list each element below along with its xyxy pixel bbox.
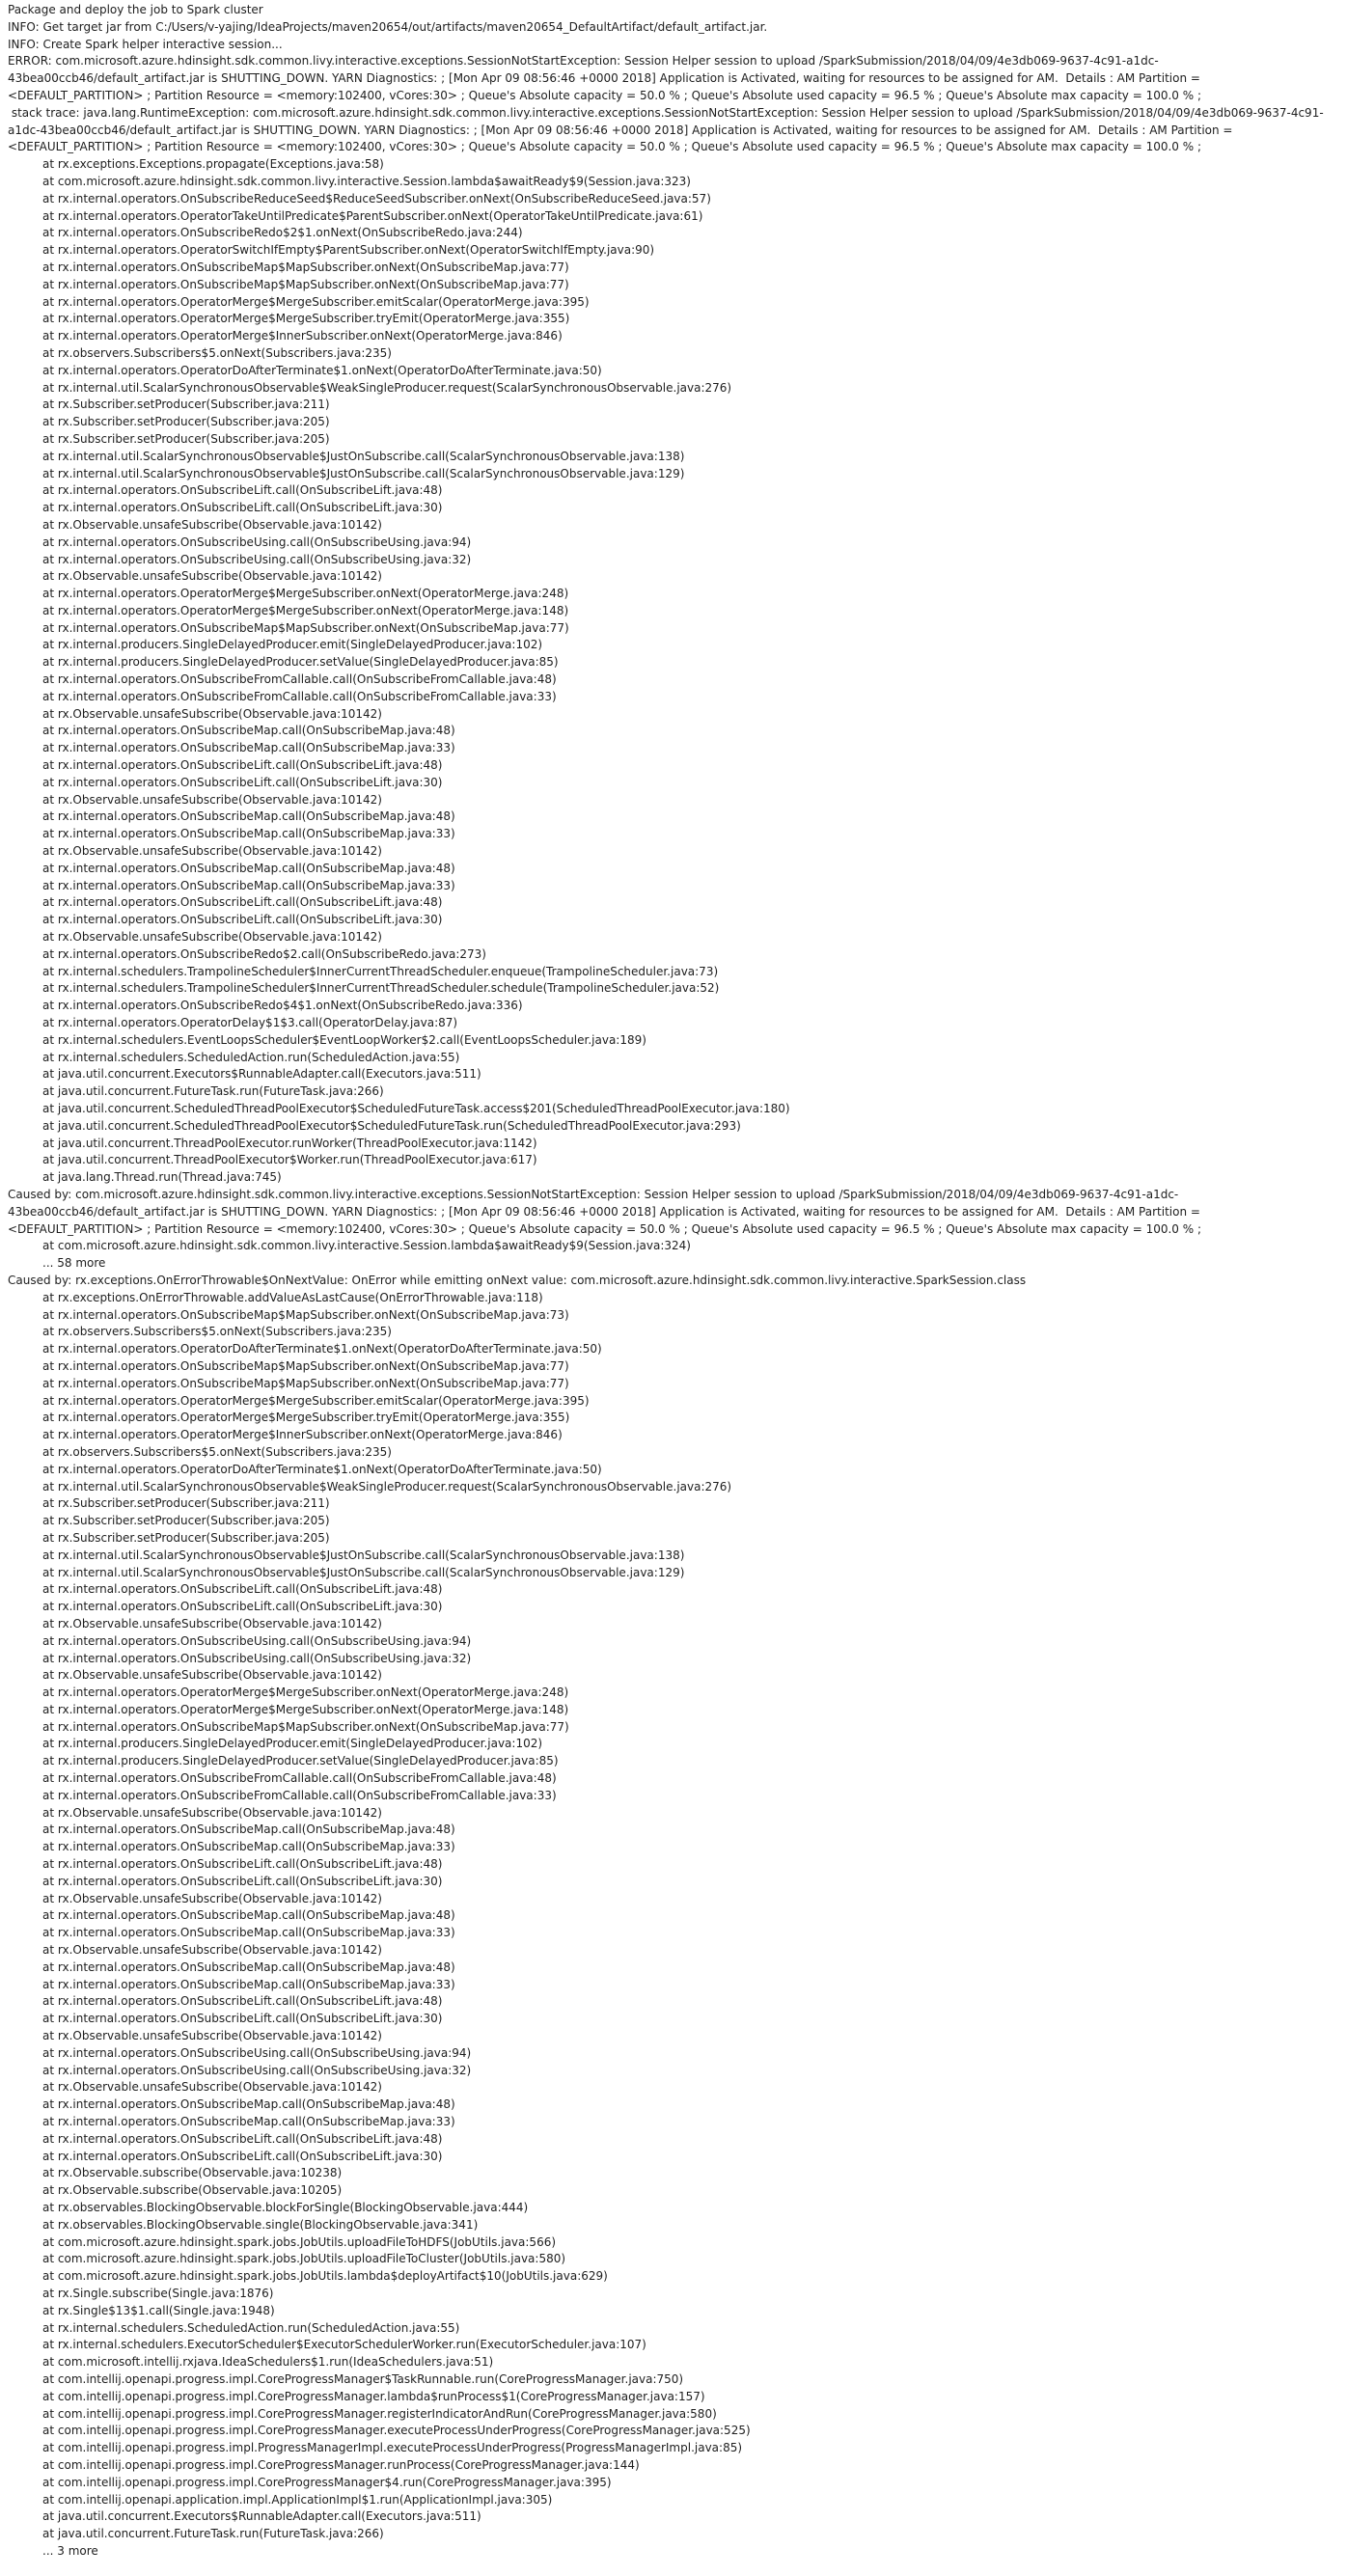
stack-frame-line: at rx.internal.operators.OnSubscribeMap.call(OnSubscribeMap.java:33) xyxy=(42,1840,455,1854)
stack-frame-line: at rx.exceptions.OnErrorThrowable.addValueAsLastCause(OnErrorThrowable.java:118) xyxy=(42,1290,543,1304)
log-message-line: Caused by: com.microsoft.azure.hdinsight.sdk.common.livy.interactive.exceptions.SessionNotStartException: Session Helper session to upload /SparkSubmission/2018/04/09/4e3db069-9637-4c91-a1dc-43bea00ccb46/default_artifact.jar is SHUTTING_DOWN. YARN Diagnostics: ; [Mon Apr 09 08:56:46 +0000 2018] Application is Activated, waiting for resources to be assigned for AM. Details : AM Partition = <DEFAULT_PARTITION> ; Partition Resource = <memory:102400, vCores:30> ; Queue's Absolute capacity = 50.0 % ; Queue's Absolute used capacity = 96.5 % ; Queue's Absolute max capacity = 100.0 % ; xyxy=(8,1187,1204,1236)
stack-frame-line: at rx.internal.util.ScalarSynchronousObservable$WeakSingleProducer.request(ScalarSynchronousObservable.java:276) xyxy=(42,1479,732,1494)
stack-frame-line: at rx.internal.operators.OperatorDelay$1$3.call(OperatorDelay.java:87) xyxy=(42,1016,458,1030)
stack-frame-line: at rx.internal.operators.OnSubscribeUsing.call(OnSubscribeUsing.java:32) xyxy=(42,552,472,566)
stack-frame-line: at rx.internal.operators.OnSubscribeLift.call(OnSubscribeLift.java:30) xyxy=(42,2012,443,2026)
stack-frame-line: at rx.internal.operators.OnSubscribeLift.call(OnSubscribeLift.java:48) xyxy=(42,895,443,910)
stack-frame-line: at rx.internal.operators.OnSubscribeLift.call(OnSubscribeLift.java:48) xyxy=(42,1857,443,1872)
stack-frame-line: at rx.Subscriber.setProducer(Subscriber.java:211) xyxy=(42,1496,330,1511)
stack-frame-line: at rx.internal.operators.OnSubscribeMap.call(OnSubscribeMap.java:33) xyxy=(42,1977,455,1991)
stack-frame-line: at rx.Observable.subscribe(Observable.java:10238) xyxy=(42,2166,343,2180)
stack-frame-line: at rx.internal.util.ScalarSynchronousObservable$JustOnSubscribe.call(ScalarSynchronousObservable.java:129) xyxy=(42,1565,685,1579)
stack-frame-line: at rx.Observable.unsafeSubscribe(Observable.java:10142) xyxy=(42,569,382,584)
stack-frame-line: at rx.internal.schedulers.TrampolineScheduler$InnerCurrentThreadScheduler.enqueue(TrampolineScheduler.java:73) xyxy=(42,964,719,978)
log-message-line: INFO: Create Spark helper interactive session... xyxy=(8,37,283,51)
stack-frame-line: at rx.internal.schedulers.ScheduledAction.run(ScheduledAction.java:55) xyxy=(42,1050,460,1064)
stack-frame-line: at rx.internal.operators.OperatorMerge$MergeSubscriber.tryEmit(OperatorMerge.java:355) xyxy=(42,1411,570,1425)
stack-frame-line: at java.util.concurrent.FutureTask.run(FutureTask.java:266) xyxy=(42,2527,384,2541)
stack-frame-line: at rx.internal.operators.OperatorMerge$MergeSubscriber.onNext(OperatorMerge.java:148) xyxy=(42,1702,569,1716)
stack-frame-line: at java.util.concurrent.ScheduledThreadPoolExecutor$ScheduledFutureTask.run(ScheduledThreadPoolExecutor.java:293) xyxy=(42,1118,741,1133)
stack-frame-line: at rx.internal.operators.OnSubscribeLift.call(OnSubscribeLift.java:48) xyxy=(42,1582,443,1597)
stack-frame-line: at com.microsoft.azure.hdinsight.spark.jobs.JobUtils.uploadFileToHDFS(JobUtils.java:566) xyxy=(42,2234,557,2249)
stack-frame-line: at rx.internal.operators.OnSubscribeMap.call(OnSubscribeMap.java:48) xyxy=(42,809,455,824)
stack-frame-line: at rx.internal.schedulers.ExecutorScheduler$ExecutorSchedulerWorker.run(ExecutorScheduler.java:107) xyxy=(42,2338,646,2352)
stack-frame-line: at rx.observables.BlockingObservable.single(BlockingObservable.java:341) xyxy=(42,2217,479,2232)
stack-frame-line: at rx.internal.operators.OnSubscribeLift.call(OnSubscribeLift.java:48) xyxy=(42,758,443,773)
stack-frame-line: at rx.internal.schedulers.ScheduledAction.run(ScheduledAction.java:55) xyxy=(42,2320,460,2335)
stack-frame-line: at rx.internal.operators.OnSubscribeMap$MapSubscriber.onNext(OnSubscribeMap.java:77) xyxy=(42,260,569,274)
stack-frame-line: at rx.internal.util.ScalarSynchronousObservable$JustOnSubscribe.call(ScalarSynchronousObservable.java:138) xyxy=(42,449,685,463)
stack-frame-line: at java.util.concurrent.ThreadPoolExecutor$Worker.run(ThreadPoolExecutor.java:617) xyxy=(42,1153,537,1167)
stack-frame-line: at rx.internal.util.ScalarSynchronousObservable$WeakSingleProducer.request(ScalarSynchronousObservable.java:276) xyxy=(42,380,732,395)
stack-frame-line: at rx.Single$13$1.call(Single.java:1948) xyxy=(42,2303,275,2317)
stack-frame-line: at rx.internal.operators.OnSubscribeMap$MapSubscriber.onNext(OnSubscribeMap.java:77) xyxy=(42,1358,569,1373)
log-message-line: Caused by: rx.exceptions.OnErrorThrowable$OnNextValue: OnError while emitting onNext value: com.microsoft.azure.hdinsight.sdk.common.livy.interactive.SparkSession.class xyxy=(8,1273,1027,1287)
stack-frame-line: at rx.internal.operators.OnSubscribeFromCallable.call(OnSubscribeFromCallable.java:33) xyxy=(42,1788,557,1802)
stack-frame-line: at rx.internal.operators.OnSubscribeLift.call(OnSubscribeLift.java:48) xyxy=(42,2131,443,2146)
stack-frame-line: at rx.internal.operators.OnSubscribeFromCallable.call(OnSubscribeFromCallable.java:48) xyxy=(42,672,557,687)
stack-frame-line: at rx.internal.util.ScalarSynchronousObservable$JustOnSubscribe.call(ScalarSynchronousObservable.java:138) xyxy=(42,1548,685,1562)
stack-frame-line: at rx.internal.util.ScalarSynchronousObservable$JustOnSubscribe.call(ScalarSynchronousObservable.java:129) xyxy=(42,466,685,480)
stack-frame-line: at rx.internal.operators.OnSubscribeUsing.call(OnSubscribeUsing.java:32) xyxy=(42,1651,472,1665)
stack-frame-line: at rx.internal.operators.OnSubscribeLift.call(OnSubscribeLift.java:30) xyxy=(42,775,443,789)
stack-frame-line: at com.microsoft.azure.hdinsight.spark.jobs.JobUtils.lambda$deployArtifact$10(JobUtils.java:629) xyxy=(42,2269,608,2284)
stack-frame-line: at rx.internal.operators.OperatorDoAfterTerminate$1.onNext(OperatorDoAfterTerminate.java:50) xyxy=(42,363,602,377)
log-message-line: ERROR: com.microsoft.azure.hdinsight.sdk.common.livy.interactive.exceptions.SessionNotStartException: Session Helper session to upload /SparkSubmission/2018/04/09/4e3db069-9637-4c91-a1dc-43bea00ccb46/default_artifact.jar is SHUTTING_DOWN. YARN Diagnostics: ; [Mon Apr 09 08:56:46 +0000 2018] Application is Activated, waiting for resources to be assigned for AM. Details : AM Partition = <DEFAULT_PARTITION> ; Partition Resource = <memory:102400, vCores:30> ; Queue's Absolute capacity = 50.0 % ; Queue's Absolute used capacity = 96.5 % ; Queue's Absolute max capacity = 100.0 % ; xyxy=(8,54,1204,102)
stack-frame-line: at rx.internal.operators.OnSubscribeMap.call(OnSubscribeMap.java:48) xyxy=(42,1822,455,1837)
stack-frame-line: at rx.internal.operators.OperatorMerge$MergeSubscriber.onNext(OperatorMerge.java:248) xyxy=(42,1685,569,1700)
stack-frame-line: at rx.Observable.unsafeSubscribe(Observable.java:10142) xyxy=(42,792,382,807)
stack-frame-line: at java.util.concurrent.Executors$RunnableAdapter.call(Executors.java:511) xyxy=(42,2509,481,2524)
stack-frame-line: at rx.internal.operators.OperatorMerge$MergeSubscriber.emitScalar(OperatorMerge.java:395) xyxy=(42,294,590,309)
stack-frame-line: at java.lang.Thread.run(Thread.java:745) xyxy=(42,1170,282,1185)
stack-frame-line: at rx.Observable.unsafeSubscribe(Observable.java:10142) xyxy=(42,2080,382,2095)
stack-frame-line: at com.intellij.openapi.progress.impl.CoreProgressManager.executeProcessUnderProgress(CoreProgressManager.java:525) xyxy=(42,2424,751,2438)
stack-frame-line: at rx.internal.operators.OperatorMerge$MergeSubscriber.onNext(OperatorMerge.java:248) xyxy=(42,587,569,601)
stack-frame-line: at rx.internal.operators.OperatorTakeUntilPredicate$ParentSubscriber.onNext(OperatorTakeUntilPredicate.java:61) xyxy=(42,208,703,223)
stack-frame-line: at rx.observers.Subscribers$5.onNext(Subscribers.java:235) xyxy=(42,1444,392,1459)
stack-frame-line: at com.microsoft.azure.hdinsight.sdk.common.livy.interactive.Session.lambda$awaitReady$9(Session.java:324) xyxy=(42,1239,691,1253)
stack-frame-line: at rx.Observable.unsafeSubscribe(Observable.java:10142) xyxy=(42,1805,382,1820)
stack-frame-line: at com.microsoft.azure.hdinsight.sdk.common.livy.interactive.Session.lambda$awaitReady$9(Session.java:323) xyxy=(42,174,691,188)
stack-frame-line: at java.util.concurrent.ThreadPoolExecutor.runWorker(ThreadPoolExecutor.java:1142) xyxy=(42,1136,537,1150)
stack-frame-line: at rx.internal.operators.OnSubscribeLift.call(OnSubscribeLift.java:30) xyxy=(42,1600,443,1614)
stack-frame-line: at rx.internal.operators.OnSubscribeMap.call(OnSubscribeMap.java:33) xyxy=(42,741,455,755)
stack-frame-line: at rx.Observable.unsafeSubscribe(Observable.java:10142) xyxy=(42,1891,382,1905)
stack-frame-line: at java.util.concurrent.Executors$RunnableAdapter.call(Executors.java:511) xyxy=(42,1067,481,1082)
stack-frame-line: at rx.internal.operators.OperatorMerge$MergeSubscriber.tryEmit(OperatorMerge.java:355) xyxy=(42,312,570,326)
stack-frame-line: at rx.internal.operators.OnSubscribeMap.call(OnSubscribeMap.java:48) xyxy=(42,861,455,875)
stack-frame-line: at rx.internal.operators.OnSubscribeMap$MapSubscriber.onNext(OnSubscribeMap.java:77) xyxy=(42,1719,569,1734)
stack-frame-line: at com.microsoft.intellij.rxjava.IdeaSchedulers$1.run(IdeaSchedulers.java:51) xyxy=(42,2355,494,2370)
stack-frame-line: at rx.internal.operators.OnSubscribeMap.call(OnSubscribeMap.java:33) xyxy=(42,827,455,841)
stack-frame-line: at rx.internal.operators.OnSubscribeMap.call(OnSubscribeMap.java:48) xyxy=(42,2097,455,2112)
stack-frame-line: at rx.internal.schedulers.EventLoopsScheduler$EventLoopWorker$2.call(EventLoopsScheduler.java:189) xyxy=(42,1032,646,1047)
stack-frame-line: at rx.internal.operators.OperatorMerge$InnerSubscriber.onNext(OperatorMerge.java:846) xyxy=(42,329,563,343)
stack-frame-line: at rx.internal.operators.OnSubscribeMap.call(OnSubscribeMap.java:33) xyxy=(42,1926,455,1940)
stack-frame-line: at rx.internal.producers.SingleDelayedProducer.emit(SingleDelayedProducer.java:102) xyxy=(42,1737,543,1751)
stack-frame-line: at rx.internal.producers.SingleDelayedProducer.setValue(SingleDelayedProducer.java:85) xyxy=(42,1754,559,1768)
stack-frame-line: at rx.observers.Subscribers$5.onNext(Subscribers.java:235) xyxy=(42,1325,392,1339)
stack-frame-line: at rx.Observable.unsafeSubscribe(Observable.java:10142) xyxy=(42,1668,382,1683)
stack-frame-line: at com.microsoft.azure.hdinsight.spark.jobs.JobUtils.uploadFileToCluster(JobUtils.java:580) xyxy=(42,2252,566,2266)
stack-frame-line: at rx.internal.operators.OperatorMerge$InnerSubscriber.onNext(OperatorMerge.java:846) xyxy=(42,1428,563,1442)
stack-frame-line: at rx.Observable.unsafeSubscribe(Observable.java:10142) xyxy=(42,517,382,532)
stack-frame-line: at rx.internal.operators.OnSubscribeMap.call(OnSubscribeMap.java:48) xyxy=(42,724,455,738)
stack-frame-line: at rx.internal.operators.OnSubscribeLift.call(OnSubscribeLift.java:48) xyxy=(42,1994,443,2009)
stack-frame-line: at rx.internal.operators.OnSubscribeUsing.call(OnSubscribeUsing.java:94) xyxy=(42,2045,472,2060)
stack-frame-line: at com.intellij.openapi.progress.impl.CoreProgressManager$TaskRunnable.run(CoreProgressManager.java:750) xyxy=(42,2371,684,2386)
stack-frame-line: at rx.internal.operators.OperatorSwitchIfEmpty$ParentSubscriber.onNext(OperatorSwitchIfEmpty.java:90) xyxy=(42,243,655,258)
stack-frame-line: at rx.internal.schedulers.TrampolineScheduler$InnerCurrentThreadScheduler.schedule(TrampolineScheduler.java:52) xyxy=(42,981,720,996)
stack-frame-line: at rx.internal.operators.OnSubscribeMap$MapSubscriber.onNext(OnSubscribeMap.java:77) xyxy=(42,277,569,291)
stack-frame-line: at rx.Observable.unsafeSubscribe(Observable.java:10142) xyxy=(42,1616,382,1631)
stack-frame-line: at rx.internal.operators.OnSubscribeMap$MapSubscriber.onNext(OnSubscribeMap.java:77) xyxy=(42,1376,569,1390)
stack-frame-line: at rx.internal.operators.OnSubscribeLift.call(OnSubscribeLift.java:48) xyxy=(42,483,443,498)
stack-frame-line: at rx.internal.producers.SingleDelayedProducer.setValue(SingleDelayedProducer.java:85) xyxy=(42,655,559,670)
stack-frame-line: at rx.Subscriber.setProducer(Subscriber.java:205) xyxy=(42,415,330,429)
stack-frame-line: ... 58 more xyxy=(42,1256,106,1271)
stack-frame-line: at rx.internal.operators.OperatorMerge$MergeSubscriber.onNext(OperatorMerge.java:148) xyxy=(42,603,569,617)
log-message-line: Package and deploy the job to Spark cluster xyxy=(8,3,263,16)
stack-frame-line: at com.intellij.openapi.progress.impl.CoreProgressManager.runProcess(CoreProgressManager.java:144) xyxy=(42,2457,640,2472)
stack-frame-line: at rx.Observable.unsafeSubscribe(Observable.java:10142) xyxy=(42,706,382,721)
stack-frame-line: at rx.internal.producers.SingleDelayedProducer.emit(SingleDelayedProducer.java:102) xyxy=(42,638,543,652)
stack-frame-line: at rx.internal.operators.OnSubscribeLift.call(OnSubscribeLift.java:30) xyxy=(42,2149,443,2163)
stack-frame-line: at java.util.concurrent.ScheduledThreadPoolExecutor$ScheduledFutureTask.access$201(ScheduledThreadPoolExecutor.java:180) xyxy=(42,1102,790,1115)
stack-frame-line: at rx.Observable.subscribe(Observable.java:10205) xyxy=(42,2183,343,2198)
stack-frame-line: at rx.internal.operators.OnSubscribeRedo$2.call(OnSubscribeRedo.java:273) xyxy=(42,946,486,961)
stack-frame-line: at rx.internal.operators.OnSubscribeFromCallable.call(OnSubscribeFromCallable.java:33) xyxy=(42,689,557,703)
stack-frame-line: at rx.internal.operators.OnSubscribeMap$MapSubscriber.onNext(OnSubscribeMap.java:77) xyxy=(42,620,569,635)
stack-frame-line: at rx.internal.operators.OnSubscribeMap.call(OnSubscribeMap.java:48) xyxy=(42,1959,455,1974)
stack-frame-line: at rx.internal.operators.OnSubscribeLift.call(OnSubscribeLift.java:30) xyxy=(42,501,443,515)
stack-frame-line: ... 3 more xyxy=(42,2543,98,2558)
stack-frame-line: at rx.Observable.unsafeSubscribe(Observable.java:10142) xyxy=(42,1943,382,1958)
stack-frame-line: at java.util.concurrent.FutureTask.run(FutureTask.java:266) xyxy=(42,1084,384,1099)
stack-frame-line: at rx.observables.BlockingObservable.blockForSingle(BlockingObservable.java:444) xyxy=(42,2201,529,2214)
stack-frame-line: at rx.Subscriber.setProducer(Subscriber.java:205) xyxy=(42,1530,330,1545)
stack-frame-line: at rx.Observable.unsafeSubscribe(Observable.java:10142) xyxy=(42,844,382,859)
stack-frame-line: at rx.internal.operators.OnSubscribeUsing.call(OnSubscribeUsing.java:94) xyxy=(42,534,472,549)
stack-frame-line: at rx.internal.operators.OnSubscribeLift.call(OnSubscribeLift.java:30) xyxy=(42,1874,443,1888)
stack-frame-line: at rx.internal.operators.OnSubscribeLift.call(OnSubscribeLift.java:30) xyxy=(42,913,443,927)
stack-frame-line: at rx.internal.operators.OnSubscribeMap.call(OnSubscribeMap.java:48) xyxy=(42,1908,455,1923)
stack-frame-line: at rx.internal.operators.OnSubscribeMap.call(OnSubscribeMap.java:33) xyxy=(42,878,455,892)
stack-frame-line: at com.intellij.openapi.progress.impl.CoreProgressManager$4.run(CoreProgressManager.java:395) xyxy=(42,2475,612,2489)
stack-frame-line: at rx.internal.operators.OperatorDoAfterTerminate$1.onNext(OperatorDoAfterTerminate.java:50) xyxy=(42,1462,602,1476)
stack-frame-line: at rx.internal.operators.OnSubscribeUsing.call(OnSubscribeUsing.java:94) xyxy=(42,1633,472,1648)
stack-frame-line: at rx.internal.operators.OnSubscribeMap.call(OnSubscribeMap.java:33) xyxy=(42,2115,455,2129)
stack-frame-line: at rx.Observable.unsafeSubscribe(Observable.java:10142) xyxy=(42,2029,382,2043)
stack-frame-line: at rx.internal.operators.OperatorMerge$MergeSubscriber.emitScalar(OperatorMerge.java:395) xyxy=(42,1393,590,1408)
stack-frame-line: at rx.internal.operators.OnSubscribeRedo$4$1.onNext(OnSubscribeRedo.java:336) xyxy=(42,999,523,1013)
stack-frame-line: at com.intellij.openapi.progress.impl.CoreProgressManager.lambda$runProcess$1(CoreProgressManager.java:157) xyxy=(42,2389,705,2403)
stack-frame-line: at rx.Single.subscribe(Single.java:1876) xyxy=(42,2286,274,2300)
stack-frame-line: at com.intellij.openapi.application.impl.ApplicationImpl$1.run(ApplicationImpl.java:305) xyxy=(42,2492,553,2507)
stack-frame-line: at rx.internal.operators.OnSubscribeRedo$2$1.onNext(OnSubscribeRedo.java:244) xyxy=(42,226,523,240)
stack-frame-line: at com.intellij.openapi.progress.impl.ProgressManagerImpl.executeProcessUnderProgress(ProgressManagerImpl.java:85) xyxy=(42,2441,743,2455)
stack-frame-line: at rx.internal.operators.OperatorDoAfterTerminate$1.onNext(OperatorDoAfterTerminate.java:50) xyxy=(42,1342,602,1357)
stack-frame-line: at com.intellij.openapi.progress.impl.CoreProgressManager.registerIndicatorAndRun(CoreProgressManager.java:580) xyxy=(42,2406,717,2421)
log-message-line: INFO: Get target jar from C:/Users/v-yajing/IdeaProjects/maven20654/out/artifacts/maven20654_DefaultArtifact/default_artifact.jar. xyxy=(8,19,768,34)
stack-frame-line: at rx.Subscriber.setProducer(Subscriber.java:205) xyxy=(42,431,330,446)
stack-frame-line: at rx.internal.operators.OnSubscribeUsing.call(OnSubscribeUsing.java:32) xyxy=(42,2063,472,2077)
log-message-line: stack trace: java.lang.RuntimeException: com.microsoft.azure.hdinsight.sdk.common.livy.interactive.exceptions.SessionNotStartException: Session Helper session to upload /SparkSubmission/2018/04/09/4e3db069-9637-4c91-a1dc-43bea00ccb46/default_artifact.jar is SHUTTING_DOWN. YARN Diagnostics: ; [Mon Apr 09 08:56:46 +0000 2018] Application is Activated, waiting for resources to be assigned for AM. Details : AM Partition = <DEFAULT_PARTITION> ; Partition Resource = <memory:102400, vCores:30> ; Queue's Absolute capacity = 50.0 % ; Queue's Absolute used capacity = 96.5 % ; Queue's Absolute max capacity = 100.0 % ; xyxy=(8,105,1324,154)
stack-frame-line: at rx.observers.Subscribers$5.onNext(Subscribers.java:235) xyxy=(42,345,392,360)
stack-frame-line: at rx.exceptions.Exceptions.propagate(Exceptions.java:58) xyxy=(42,157,384,172)
stack-frame-line: at rx.internal.operators.OnSubscribeReduceSeed$ReduceSeedSubscriber.onNext(OnSubscribeReduceSeed.java:57) xyxy=(42,191,711,206)
stack-frame-line: at rx.Observable.unsafeSubscribe(Observable.java:10142) xyxy=(42,930,382,945)
stack-frame-line: at rx.Subscriber.setProducer(Subscriber.java:211) xyxy=(42,397,330,412)
stack-frame-line: at rx.Subscriber.setProducer(Subscriber.java:205) xyxy=(42,1514,330,1528)
stack-frame-line: at rx.internal.operators.OnSubscribeFromCallable.call(OnSubscribeFromCallable.java:48) xyxy=(42,1771,557,1786)
stack-frame-line: at rx.internal.operators.OnSubscribeMap$MapSubscriber.onNext(OnSubscribeMap.java:73) xyxy=(42,1307,569,1322)
